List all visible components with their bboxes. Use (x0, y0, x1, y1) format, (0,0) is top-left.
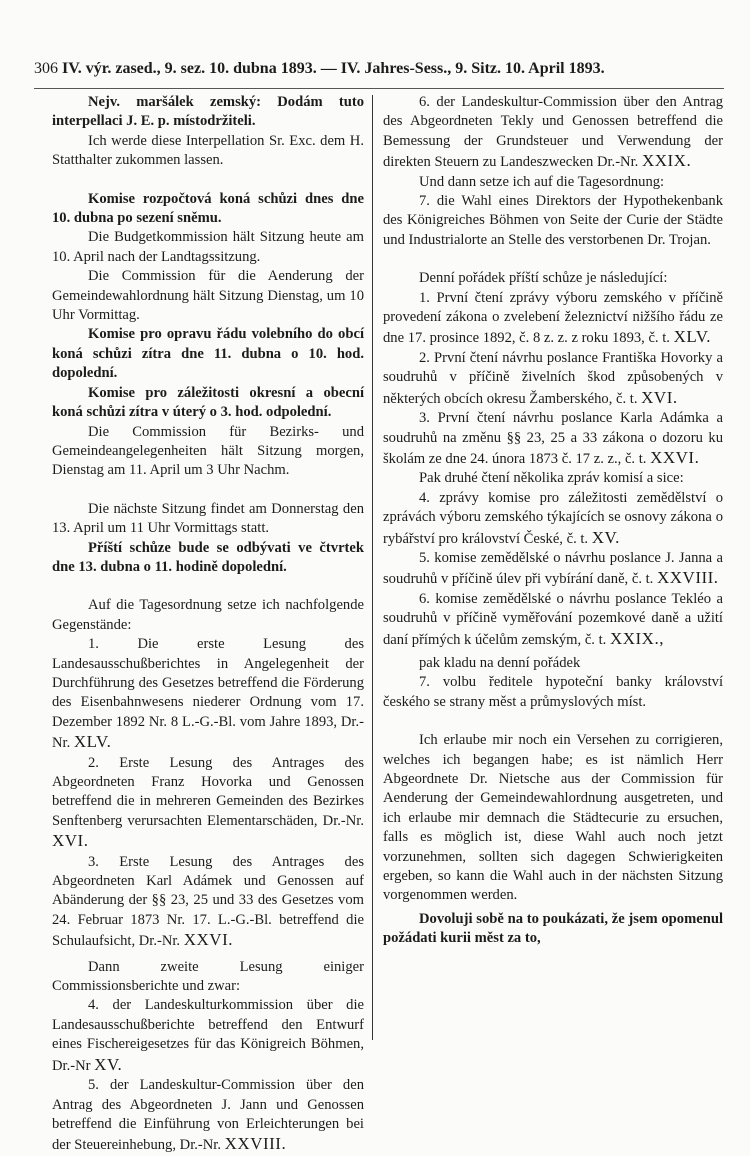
print-number: XXVIII. (656, 568, 719, 588)
agenda-item (383, 289, 723, 349)
paragraph-text: Dodám tuto interpellaci J. E. p. místodržiteli. (52, 94, 364, 130)
print-number: XXVIII. (224, 1134, 287, 1154)
item-text: 2. Erste Lesung des Antrages des Abgeordneten Franz Hovorka und Genossen betreffend die in mehreren Gemeinden des Bezirkes Senftenberg verursachten Elementarschäden, Dr.-Nr. (52, 754, 364, 829)
paragraph: Komise pro opravu řádu volebního do obcí koná schůzi zítra dne 11. dubna o 10. hod. dopolední. (52, 326, 364, 382)
agenda-item (383, 409, 723, 469)
paragraph (52, 93, 364, 132)
print-number: XLV. (673, 327, 712, 347)
item-text: 1. První čtení zprávy výboru zemského v příčině provedení zákona o zvelebení železnictví nižšího řádu ze dne 17. prosince 1892, č. 8 z. z. z roku 1893, č. t. (383, 289, 723, 347)
print-number: XXIX., (609, 628, 664, 648)
agenda-item (383, 549, 723, 590)
running-header (34, 60, 724, 78)
agenda-item: 7. volbu ředitele hypoteční banky království českého se strany měst a průmyslových míst. (383, 674, 723, 710)
item-text: 3. První čtení návrhu poslance Karla Adámka a soudruhů na změnu §§ 23, 25 a 33 zákona o dozoru ku školám ze dne 24. února 1873 č. 17 z. z., č. t. (383, 410, 723, 467)
agenda-item (383, 590, 723, 650)
paragraph: Die nächste Sitzung findet am Donnerstag den 13. April um 11 Uhr Vormittags statt. (52, 500, 364, 537)
right-column (383, 93, 723, 949)
paragraph: Dovoluji sobě na to poukázati, že jsem opomenul požádati kurii měst za to, (383, 910, 723, 947)
print-number: XXIX. (641, 151, 692, 171)
paragraph: Ich erlaube mir noch ein Versehen zu corrigieren, welches ich begangen habe; es ist nämlich Herr Abgeordnete Dr. Nietsche aus der Commission für Aenderung der Gemeindewahlordnung ausgetreten, und ich erlaube mir demnach die Städtecurie zu ersuchen, falls es möglich ist, diese Wahl auch noch jetzt vorzunehmen, sollten sich dagegen Schwierigkeiten ergeben, so kann die Wahl auch in der nächsten Sitzung vorgenommen werden. (383, 732, 723, 904)
page-number: 306 (34, 60, 58, 77)
item-text: 6. der Landeskultur-Commission über den Antrag des Abgeordneten Tekly und Genossen betreffend die Bemessung der Grundsteuer und Verwendung der direkten Steuern zu Landeszwecken Dr.-Nr. (383, 94, 723, 171)
agenda-item (383, 349, 723, 409)
paragraph: Příští schůze bude se odbývati ve čtvrtek dne 13. dubna o 11. hodině dopolední. (52, 539, 364, 575)
print-number: XV. (591, 527, 620, 547)
agenda-item (383, 93, 723, 173)
item-text: 5. komise zemědělské o návrhu poslance J. Janna a soudruhů v příčině úlev při vybírání daně, č. t. (383, 549, 723, 588)
paragraph: Und dann setze ich auf die Tagesordnung: (419, 173, 665, 190)
print-number: XVI. (52, 831, 89, 851)
print-number: XXVI. (183, 930, 233, 950)
item-text: 3. Erste Lesung des Antrages des Abgeordneten Karl Adámek und Genossen auf Abänderung der §§ 23, 25 und 33 des Gesetzes vom 24. Februar 1873 Nr. 17. L.-G.-Bl. betreffend die Schulaufsicht, Dr.-Nr. (52, 853, 364, 950)
paragraph: Pak druhé čtení několika zpráv komisí a sice: (419, 470, 684, 487)
print-number: XVI. (641, 387, 678, 407)
paragraph: Dann zweite Lesung einiger Commissionsberichte und zwar: (52, 958, 364, 995)
paragraph: Die Commission für die Aenderung der Gemeindewahlordnung hält Sitzung Dienstag, um 10 Uhr Vormittag. (52, 268, 364, 324)
header-separator: — (320, 60, 337, 77)
item-text: 1. Die erste Lesung des Landesausschußberichtes in Angelegenheit der Durchführung des Gesetzes betreffend die Förderung des Eisenbahnwesens niederer Ordnung vom 17. Dezember 1892 Nr. 8 L.-G.-Bl. vom Jahre 1893, Dr.-Nr. (52, 636, 364, 752)
agenda-item (52, 996, 364, 1076)
item-text: 4. der Landeskulturkommission über die Landesausschußberichte betreffend den Entwurf eines Fischereigesetzes für das Königreich Böhmen, Dr.-Nr (52, 997, 364, 1074)
header-rule (34, 88, 724, 89)
column-divider (372, 95, 373, 1040)
header-german: IV. Jahres-Sess., 9. Sitz. 10. April 1893. (340, 60, 605, 77)
print-number: XLV. (73, 732, 112, 752)
paragraph: Ich werde diese Interpellation Sr. Exc. dem H. Statthalter zukommen lassen. (52, 132, 364, 169)
paragraph: Komise pro záležitosti okresní a obecní koná schůzi zítra v úterý o 3. hod. odpolední. (52, 384, 364, 421)
item-text: 4. zprávy komise pro záležitosti zemědělství o zprávách výboru zemského týkajících se osnovy zákona o rybářství pro království České, č. t. (383, 489, 723, 547)
item-text: 2. První čtení návrhu poslance Františka Hovorky a soudruhů v příčině živelních škod způsobených v některých obcích okresu Žamberského, č. t. (383, 349, 723, 407)
agenda-item (52, 635, 364, 753)
paragraph: Auf die Tagesordnung setze ich nachfolgende Gegenstände: (52, 597, 364, 633)
speaker-label: Nejv. maršálek zemský: (88, 94, 262, 110)
print-number: XV. (94, 1054, 123, 1074)
paragraph: Die Budgetkommission hält Sitzung heute am 10. April nach der Landtagssitzung. (52, 229, 364, 265)
header-czech: IV. výr. zased., 9. sez. 10. dubna 1893. (62, 60, 317, 77)
agenda-item (52, 754, 364, 853)
paragraph: Die Commission für Bezirks- und Gemeindeangelegenheiten hält Sitzung morgen, Dienstag am 11. April um 3 Uhr Nachm. (52, 423, 364, 479)
paragraph: pak kladu na denní pořádek (419, 654, 581, 671)
paragraph: Denní pořádek příští schůze je následující: (419, 270, 668, 287)
agenda-item (383, 489, 723, 549)
agenda-item (52, 1076, 364, 1156)
left-column (52, 93, 364, 1156)
agenda-item (52, 853, 364, 952)
paragraph: Komise rozpočtová koná schůzi dnes dne 10. dubna po sezení sněmu. (52, 190, 364, 227)
print-number: XXVI. (650, 447, 700, 467)
agenda-item: 7. die Wahl eines Direktors der Hypothekenbank des Königreiches Böhmen von Seite der Curie der Städte und Industrialorte an Stelle des verstorbenen Dr. Trojan. (383, 193, 723, 248)
item-text: 6. komise zemědělské o návrhu poslance Tekléo a soudruhů v příčině vyměřování pozemkové daně a užití daní přímých k účelům zemským, č. t. (383, 590, 723, 648)
item-text: 5. der Landeskultur-Commission über den Antrag des Abgeordneten J. Jann und Genossen betreffend die Einführung von Erleichterungen bei der Steuereinhebung, Dr.-Nr. (52, 1077, 364, 1154)
